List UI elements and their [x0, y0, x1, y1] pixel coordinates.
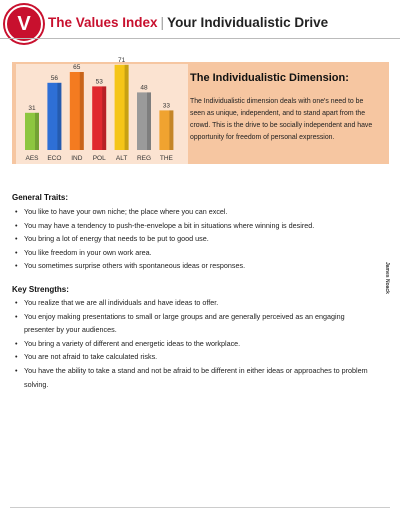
- category-label: REG: [136, 155, 152, 162]
- bar-value-label: 53: [95, 78, 103, 86]
- bar-value-label: 31: [28, 104, 36, 112]
- person-name-vertical: James Noack: [384, 262, 390, 294]
- trait-item: • You bring a lot of energy that needs to be put to good use.: [12, 232, 372, 246]
- dimension-panel: [12, 56, 389, 164]
- category-label: THE: [159, 155, 173, 162]
- strength-item: • You enjoy making presentations to small or large groups and are generally perceived as an engaging presenter by your audiences.: [12, 310, 372, 337]
- category-label: ECO: [47, 155, 62, 162]
- bar-value-label: 48: [140, 84, 148, 92]
- key-strengths-heading: Key Strengths:: [12, 285, 69, 294]
- key-strengths-list: [12, 296, 372, 391]
- footer-divider: [10, 507, 390, 508]
- general-traits-list: [12, 205, 372, 273]
- chart-canvas: [16, 56, 188, 164]
- strength-item: • You realize that we are all individuals and have ideas to offer.: [12, 296, 372, 310]
- bar-value-label: 56: [50, 74, 59, 82]
- page-header: [0, 0, 400, 48]
- strength-item: • You have the ability to take a stand and not be afraid to be different in either ideas or approaches to problem solving.: [12, 364, 372, 391]
- trait-item: • You may have a tendency to push-the-envelope a bit in situations where winning is desired.: [12, 219, 372, 233]
- title-separator: |: [160, 15, 165, 30]
- trait-item: • You like to have your own niche; the place where you can excel.: [12, 205, 372, 219]
- dimension-description: The Individualistic dimension deals with one's need to be seen as unique, independent, and to stand apart from the crowd. This is the drive to be socially independent and have opportunity for freedom of personal expression.: [190, 98, 373, 141]
- category-label: AES: [25, 155, 39, 162]
- page-subtitle: Your Individualistic Drive: [167, 15, 329, 30]
- category-label: ALT: [115, 155, 128, 162]
- values-index-logo: V: [5, 5, 43, 43]
- bar-shade-eco: [57, 83, 61, 150]
- page-title: [48, 15, 328, 30]
- bar-shade-pol: [102, 86, 106, 150]
- strength-item: • You bring a variety of different and energetic ideas to the workplace.: [12, 337, 372, 351]
- bar-shade-reg: [147, 92, 151, 150]
- trait-item: • You sometimes surprise others with spontaneous ideas or responses.: [12, 259, 372, 273]
- category-label: POL: [92, 155, 106, 162]
- bar-value-label: 65: [73, 64, 81, 71]
- bar-shade-ind: [80, 72, 84, 150]
- values-bar-chart: [16, 56, 188, 164]
- dimension-title: The Individualistic Dimension:: [190, 72, 349, 84]
- strength-item: • You are not afraid to take calculated risks.: [12, 350, 372, 364]
- bar-shade-the: [169, 110, 173, 150]
- general-traits-heading: General Traits:: [12, 193, 69, 202]
- bar-value-label: 33: [162, 102, 171, 110]
- bar-value-label: 71: [117, 56, 126, 64]
- category-label: IND: [71, 155, 83, 162]
- trait-item: • You like freedom in your own work area.: [12, 246, 372, 260]
- brand-name: The Values Index: [48, 15, 158, 30]
- bar-shade-aes: [35, 113, 39, 150]
- header-divider: [0, 38, 400, 39]
- bar-shade-alt: [125, 65, 129, 150]
